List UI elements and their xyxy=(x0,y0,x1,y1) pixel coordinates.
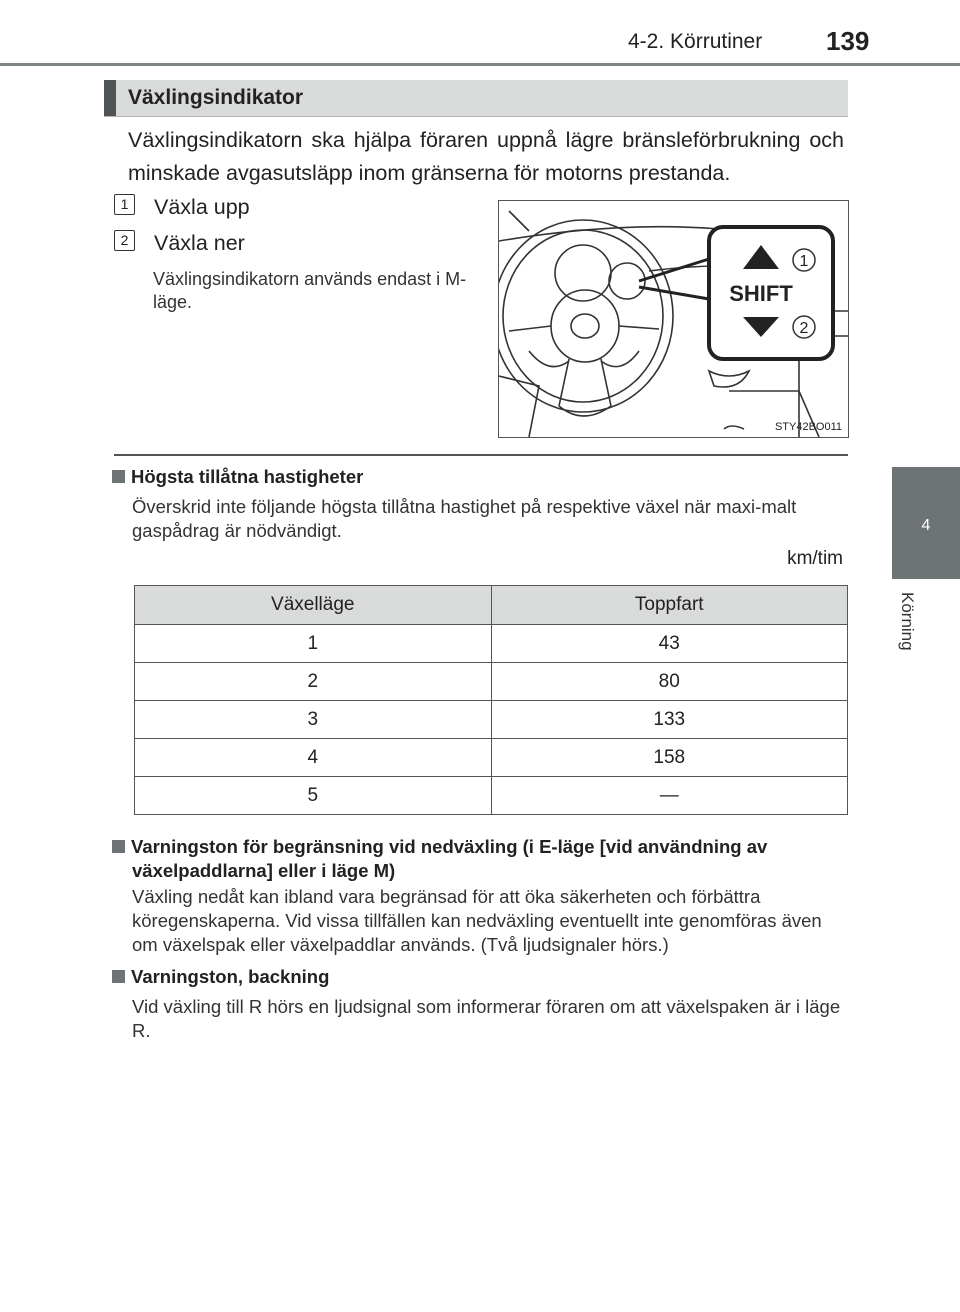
speed-cell: — xyxy=(491,777,848,815)
gear-cell: 3 xyxy=(135,701,492,739)
reverse-warning-text: Vid växling till R hörs en ljudsignal som informerar föraren om att växelspaken är i läge R. xyxy=(132,996,841,1041)
bullet-square-icon xyxy=(112,840,125,853)
dashboard-illustration xyxy=(498,200,849,438)
speed-cell: 80 xyxy=(491,663,848,701)
downshift-warning-heading xyxy=(112,835,852,883)
table-header-row xyxy=(135,586,848,625)
chapter-number: 4 xyxy=(921,517,931,534)
callout-leader xyxy=(639,259,709,299)
bullet-square-icon xyxy=(112,470,125,483)
item-label-shift-down: Växla ner xyxy=(154,231,245,255)
mode-note: Växlingsindikatorn används endast i M-läge. xyxy=(153,269,467,312)
downshift-warning-title-line2: växelpaddlarna] eller i läge M) xyxy=(132,860,396,881)
reverse-warning-heading xyxy=(112,966,329,988)
shift-text: SHIFT xyxy=(729,281,793,306)
section-heading xyxy=(104,80,848,117)
section-intro: Växlingsindikatorn ska hjälpa föraren uppnå lägre bränsleförbrukning och minskade avgasutsläpp inom gränserna för motorns prestanda. xyxy=(128,128,844,185)
running-header-section: 4-2. Körrutiner xyxy=(628,30,763,53)
speed-cell: 133 xyxy=(491,701,848,739)
gear-cell: 5 xyxy=(135,777,492,815)
max-speeds-heading xyxy=(112,466,363,488)
downshift-warning-text: Växling nedåt kan ibland vara begränsad för att öka säkerheten och förbättra köregenskaperna. Vid vissa tillfällen kan nedväxling eventuellt inte genomföras även om växelspak eller växelpaddlar används. (Två ljudsignaler hörs.) xyxy=(132,886,822,955)
page-number: 139 xyxy=(826,26,870,56)
section-heading-bar xyxy=(104,80,116,116)
section-divider xyxy=(114,454,848,456)
callout-label-1: 1 xyxy=(799,253,809,270)
speed-cell: 43 xyxy=(491,625,848,663)
chapter-name: Körning xyxy=(898,592,917,651)
steering-wheel-drawing xyxy=(499,201,848,437)
section-title: Växlingsindikator xyxy=(128,86,304,109)
gear-cell: 1 xyxy=(135,625,492,663)
table-row xyxy=(135,701,848,739)
item-number-2: 2 xyxy=(114,230,135,251)
item-number-1: 1 xyxy=(114,194,135,215)
table-row xyxy=(135,739,848,777)
gear-cell: 4 xyxy=(135,739,492,777)
gear-cell: 2 xyxy=(135,663,492,701)
bullet-square-icon xyxy=(112,970,125,983)
speed-cell: 158 xyxy=(491,739,848,777)
illustration-code: STY42BO011 xyxy=(774,421,842,433)
max-speed-table xyxy=(134,585,848,815)
downshift-warning-title-line1: Varningston för begränsning vid nedväxling (i E-läge [vid användning av xyxy=(131,836,768,857)
item-label-shift-up: Växla upp xyxy=(154,195,250,219)
chapter-name-container xyxy=(893,592,923,672)
reverse-warning-title: Varningston, backning xyxy=(131,966,330,987)
max-speeds-title: Högsta tillåtna hastigheter xyxy=(131,466,364,487)
table-row xyxy=(135,777,848,815)
max-speeds-text: Överskrid inte följande högsta tillåtna hastighet på respektive växel när maxi-malt gaspådrag är nödvändigt. xyxy=(132,496,797,541)
column-header-top-speed: Toppfart xyxy=(491,586,848,625)
table-row xyxy=(135,625,848,663)
speed-unit: km/tim xyxy=(787,548,843,569)
header-rule xyxy=(0,63,960,66)
column-header-gear: Växelläge xyxy=(135,586,492,625)
table-row xyxy=(135,663,848,701)
callout-label-2: 2 xyxy=(799,320,809,337)
